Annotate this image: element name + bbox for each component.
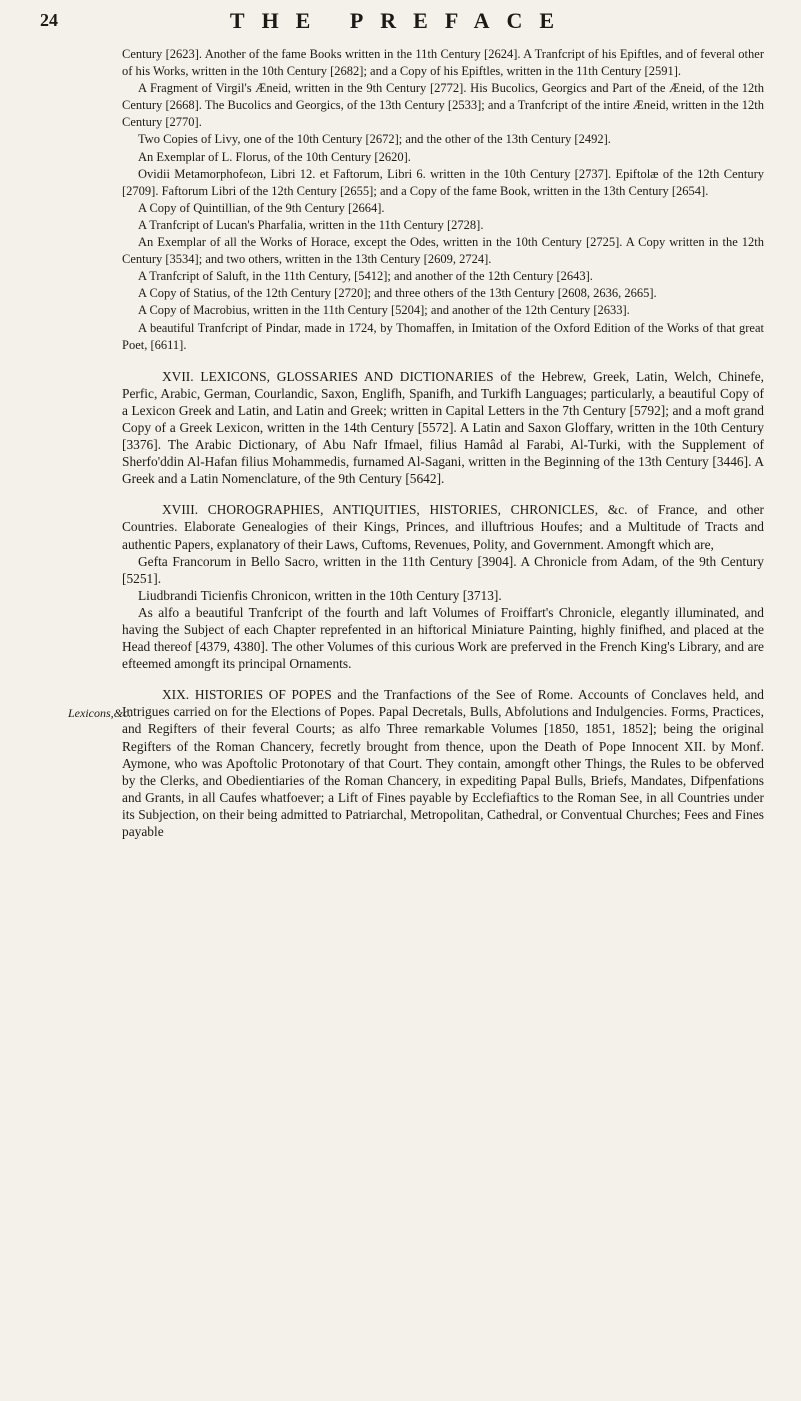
paragraph: Two Copies of Livy, one of the 10th Century [2672]; and the other of the 13th Century [2492]. bbox=[138, 132, 611, 147]
page-header bbox=[0, 6, 801, 42]
paragraph: A Tranfcript of Lucan's Pharfalia, written in the 11th Century [2728]. bbox=[138, 217, 484, 232]
paragraph: Liudbrandi Ticienfis Chronicon, written in the 10th Century [3713]. bbox=[138, 587, 502, 603]
paragraph: A Copy of Quintillian, of the 9th Century [2664]. bbox=[138, 200, 385, 215]
paragraph: As alfo a beautiful Tranfcript of the fourth and laft Volumes of Froiffart's Chronicle, elegantly illuminated, and having the Subject of each Chapter reprefented in an hiftorical Miniature Painting, highly finifhed, and placed at the Head thereof [4379, 4380]. The other Volumes of this curious Work are preferved in the French King's Library, and are efteemed amongft its principal Ornaments. bbox=[122, 604, 764, 672]
section-heading-xvii: XVII. LEXICONS, GLOSSARIES AND DICTIONARIES of the Hebrew, Greek, Latin, Welch, Chinefe, Perfic, Arabic, German, Courlandic, Saxon, Englifh, Spanifh, and Turkifh Languages; particularly, a beautiful Copy of a Lexicon Greek and Latin, and Latin and Greek; written in Capital Letters in the 7th Century [5792]; and a moft grand Copy of a Greek Lexicon, written in the 14th Century [5572]. A Latin and Saxon Gloffary, written in the 10th Century [3376]. The Arabic Dictionary, of Abu Nafr Ifmael, filius Hamâd al Farabi, Al-Turki, with the Supplement of Sherfo'ddin Al-Hafan filius Mohammedis, furnamed Al-Sagani, written in the Beginning of the 13th Century [3446]. A Greek and a Latin Nomenclature, of the 9th Century [5642]. bbox=[122, 368, 764, 487]
page-number: 24 bbox=[40, 10, 58, 30]
margin-note: Lexicons,&c. bbox=[68, 706, 132, 720]
paragraph: Ovidii Metamorphofeωn, Libri 12. et Faftorum, Libri 6. written in the 10th Century [2737]. Epiftolæ of the 12th Century [2709]. Faftorum Libri of the 12th Century [2655]; and a Copy of the fame Book, written in the 13th Century [2654]. bbox=[122, 166, 764, 198]
paragraph: An Exemplar of L. Florus, of the 10th Century [2620]. bbox=[138, 149, 411, 164]
paragraph: A Fragment of Virgil's Æneid, written in the 9th Century [2772]. His Bucolics, Georgics and Part of the Æneid, of the 12th Century [2668]. The Bucolics and Georgics, of the 13th Century [2533]; and a Tranfcript of the intire Æneid, written in the 12th Century [2770]. bbox=[122, 81, 764, 130]
section-heading-xviii: XVIII. CHOROGRAPHIES, ANTIQUITIES, HISTORIES, CHRONICLES, &c. of France, and other Countries. Elaborate Genealogies of their Kings, Princes, and illuftrious Houfes; and a Multitude of Tracts and authentic Papers, explanatory of their Laws, Cuftoms, Revenues, Polity, and Government. Amongft which are, bbox=[122, 502, 764, 552]
paragraph: An Exemplar of all the Works of Horace, except the Odes, written in the 10th Century [2725]. A Copy written in the 12th Century [3534]; and two others, written in the 13th Century [2609, 2724]. bbox=[122, 235, 764, 267]
paragraph: A Copy of Statius, of the 12th Century [2720]; and three others of the 13th Century [2608, 2636, 2665]. bbox=[138, 286, 657, 301]
paragraph: Gefta Francorum in Bello Sacro, written in the 11th Century [3904]. A Chronicle from Adam, of the 9th Century [5251]. bbox=[122, 553, 764, 586]
section-heading-xix: XIX. HISTORIES OF POPES and the Tranfactions of the See of Rome. Accounts of Conclaves held, and Intrigues carried on for the Elections of Popes. Papal Decretals, Bulls, Abfolutions and Indulgencies. Forms, Practices, and Regifters of their feveral Courts; as alfo Three remarkable Volumes [1850, 1851, 1852]; being the original Regifters of the Roman Chancery, fecretly brought from thence, upon the Death of Pope Innocent XII. by Monf. Aymone, who was Apoftolic Protonotary of that Court. They contain, amongft other Things, the Rules to be obferved by the Clerks, and Obedientiaries of the Roman Chancery, in expediting Papal Bulls, Briefs, Mandates, Difpenfations and Grants, in all Caufes whatfoever; a Lift of Fines payable by Ecclefiaftics to the Roman See, in all Countries under its Subjection, on their being admitted to Patriarchal, Metropolitan, Cathedral, or Conventual Churches; Fees and Fines payable bbox=[122, 687, 764, 840]
body-text bbox=[122, 46, 764, 840]
paragraph: A Tranfcript of Saluft, in the 11th Century, [5412]; and another of the 12th Century [2643]. bbox=[138, 269, 593, 284]
paragraph: A beautiful Tranfcript of Pindar, made in 1724, by Thomaffen, in Imitation of the Oxford Edition of the Works of that great Poet, [6611]. bbox=[122, 320, 764, 352]
paragraph: Century [2623]. Another of the fame Books written in the 11th Century [2624]. A Tranfcript of his Epiftles, and of feveral other of his Works, written in the 10th Century [2682]; and a Copy of his Epiftles, written in the 11th Century [2591]. bbox=[122, 47, 764, 79]
running-head: THE PREFACE bbox=[229, 8, 572, 33]
paragraph: A Copy of Macrobius, written in the 11th Century [5204]; and another of the 12th Century [2633]. bbox=[138, 303, 630, 318]
